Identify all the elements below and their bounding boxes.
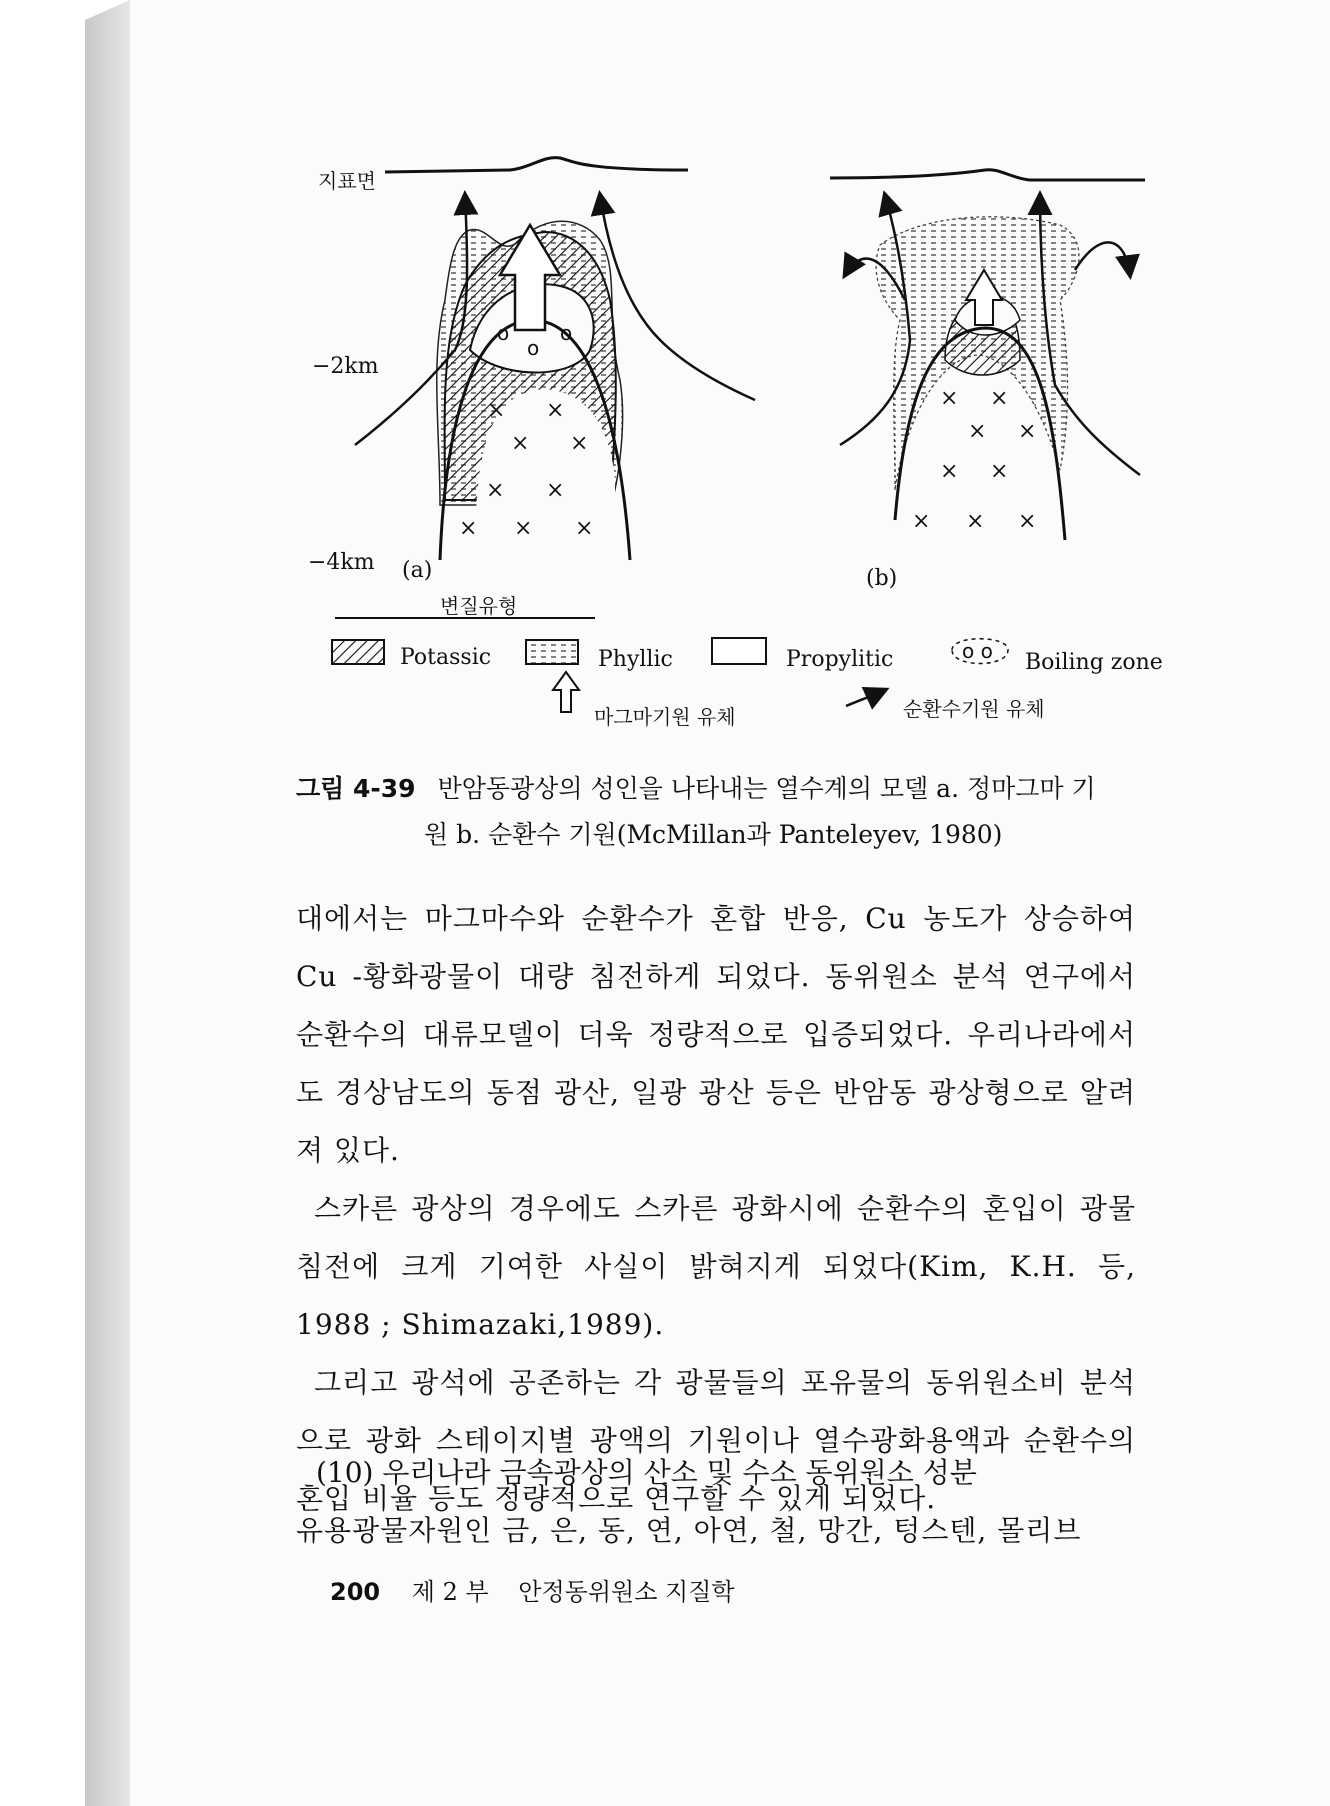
svg-text:×: × <box>546 398 565 423</box>
svg-text:×: × <box>575 516 594 541</box>
potassic-swatch <box>332 640 384 664</box>
svg-text:×: × <box>486 478 505 503</box>
svg-text:o o: o o <box>962 639 993 663</box>
svg-text:o: o <box>560 321 573 345</box>
legend <box>332 594 1163 729</box>
svg-text:×: × <box>459 516 478 541</box>
caption-line-2: 원 b. 순환수 기원(McMillan과 Panteleyev, 1980) <box>424 820 1003 849</box>
body-text <box>296 890 1136 1528</box>
page-footer <box>330 1572 735 1607</box>
panel-b-label: (b) <box>866 566 898 591</box>
svg-text:×: × <box>570 431 589 456</box>
boiling-zone-swatch <box>952 639 1008 664</box>
svg-text:o: o <box>527 336 540 360</box>
legend-propylitic: Propylitic <box>786 647 894 672</box>
legend-meteoric-fluid: 순환수기원 유체 <box>903 697 1045 721</box>
phyllic-swatch <box>526 640 578 664</box>
legend-title: 변질유형 <box>440 594 518 618</box>
svg-text:o: o <box>497 321 510 345</box>
svg-text:×: × <box>968 419 987 444</box>
figure-caption <box>296 766 1146 858</box>
footer-title: 안정동위원소 지질학 <box>518 1578 735 1606</box>
legend-potassic: Potassic <box>400 645 492 670</box>
panel-a-diagram <box>355 158 755 560</box>
up-arrow-icon <box>553 672 579 712</box>
footer-part: 제 2 부 <box>411 1578 489 1606</box>
svg-text:×: × <box>966 509 985 534</box>
svg-text:×: × <box>940 459 959 484</box>
caption-line-1: 반암동광상의 성인을 나타내는 열수계의 모델 a. 정마그마 기 <box>437 774 1096 803</box>
svg-text:×: × <box>990 386 1009 411</box>
surface-label: 지표면 <box>318 169 376 193</box>
curved-arrow-icon <box>846 690 885 706</box>
svg-text:×: × <box>546 478 565 503</box>
legend-phyllic: Phyllic <box>598 647 673 672</box>
panel-a-label: (a) <box>402 558 433 583</box>
legend-boiling-zone: Boiling zone <box>1025 650 1163 675</box>
paragraph-3: 그리고 광석에 공존하는 각 광물들의 포유물의 동위원소비 분석으로 광화 스테이지별 광액의 기원이나 열수광화용액과 순환수의 혼입 비율 등도 정량적으로 연구할 수 있게 되었다. <box>296 1366 1136 1515</box>
propylitic-swatch <box>712 638 766 664</box>
section-first-line: 유용광물자원인 금, 은, 동, 연, 아연, 철, 망간, 텅스텐, 몰리브 <box>296 1514 1082 1547</box>
depth-4km-label: −4km <box>308 550 375 575</box>
panel-b-diagram <box>830 170 1145 540</box>
svg-text:×: × <box>990 459 1009 484</box>
svg-text:×: × <box>511 431 530 456</box>
legend-magmatic-fluid: 마그마기원 유체 <box>594 705 736 729</box>
svg-text:×: × <box>912 509 931 534</box>
svg-text:×: × <box>487 398 506 423</box>
page-number: 200 <box>330 1578 381 1606</box>
paragraph-1: 대에서는 마그마수와 순환수가 혼합 반응, Cu 농도가 상승하여 Cu -황화광물이 대량 침전하게 되었다. 동위원소 분석 연구에서 순환수의 대류모델이 더욱 정량적으로 입증되었다. 우리나라에서도 경상남도의 동점 광산, 일광 광산 등은 반암동 광상형으로 알려져 있다. <box>296 902 1136 1167</box>
figure-number: 그림 4-39 <box>296 774 416 803</box>
paragraph-2: 스카른 광상의 경우에도 스카른 광화시에 순환수의 혼입이 광물침전에 크게 기여한 사실이 밝혀지게 되었다(Kim, K.H. 등, 1988 ; Shimazaki,1989). <box>296 1192 1136 1341</box>
svg-text:×: × <box>514 516 533 541</box>
section-heading: (10) 우리나라 금속광상의 산소 및 수소 동위원소 성분 <box>316 1456 977 1489</box>
depth-2km-label: −2km <box>312 354 379 379</box>
svg-text:×: × <box>1018 419 1037 444</box>
svg-text:×: × <box>940 386 959 411</box>
svg-text:×: × <box>1018 509 1037 534</box>
